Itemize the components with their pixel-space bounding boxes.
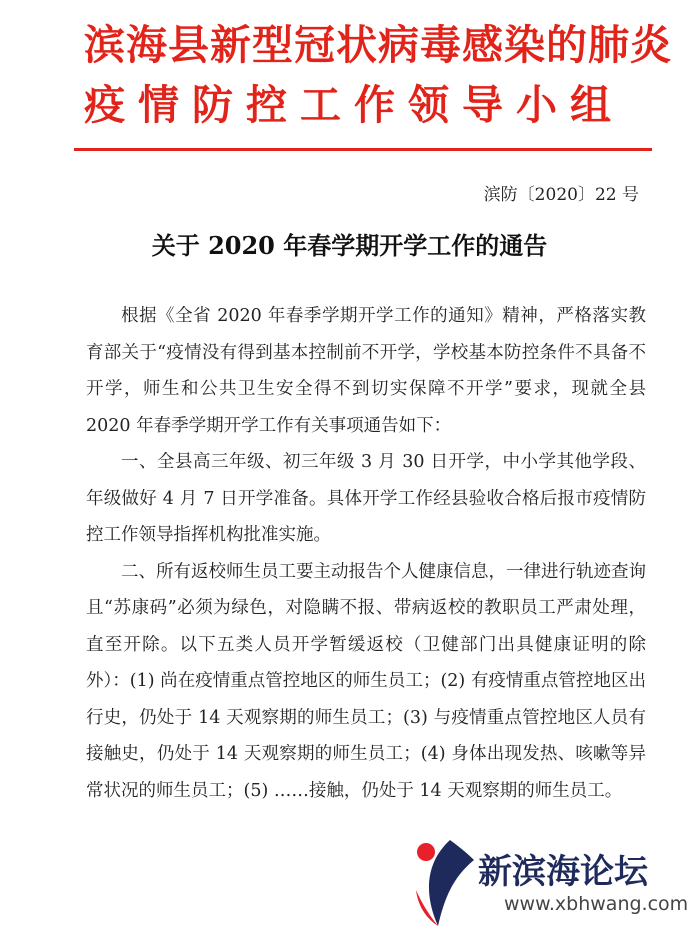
forum-watermark	[408, 830, 699, 936]
document-title: 关于 2020 年春学期开学工作的通告	[151, 231, 548, 260]
red-divider	[74, 148, 652, 151]
forum-logo-icon	[408, 830, 478, 936]
header-title-line1: 滨海县新型冠状病毒感染的肺炎	[84, 21, 672, 69]
document-body	[86, 298, 646, 809]
paragraph-item-2: 二、所有返校师生员工要主动报告个人健康信息，一律进行轨迹查询且“苏康码”必须为绿色，对隐瞒不报、带病返校的教职员工严肃处理，直至开除。以下五类人员开学暂缓返校（卫健部门出具健康证明的除外）：(1) 尚在疫情重点管控地区的师生员工；(2) 有疫情重点管控地区出行史，仍处于 14 天观察期的师生员工；(3) 与疫情重点管控地区人员有接触史，仍处于 14 天观察期的师生员工；(4) 身体出现发热、咳嗽等异常状况的师生员工；(5) ……接触，仍处于 14 天观察期的师生员工。	[86, 561, 646, 801]
paragraph-intro: 根据《全省 2020 年春季学期开学工作的通知》精神，严格落实教育部关于“疫情没有得到基本控制前不开学，学校基本防控条件不具备不开学，师生和公共卫生安全得不到切实保障不开学”要求，现就全县 2020 年春季学期开学工作有关事项通告如下：	[86, 306, 646, 436]
paragraph-item-1: 一、全县高三年级、初三年级 3 月 30 日开学，中小学其他学段、年级做好 4 月 7 日开学准备。具体开学工作经县验收合格后报市疫情防控工作领导指挥机构批准实施。	[86, 452, 646, 545]
header-title-line2: 疫情防控工作领导小组	[84, 81, 624, 129]
watermark-title: 新滨海论坛	[478, 852, 648, 892]
document-number: 滨防〔2020〕22 号	[483, 185, 639, 205]
watermark-url: www.xbhwang.com	[504, 893, 689, 915]
